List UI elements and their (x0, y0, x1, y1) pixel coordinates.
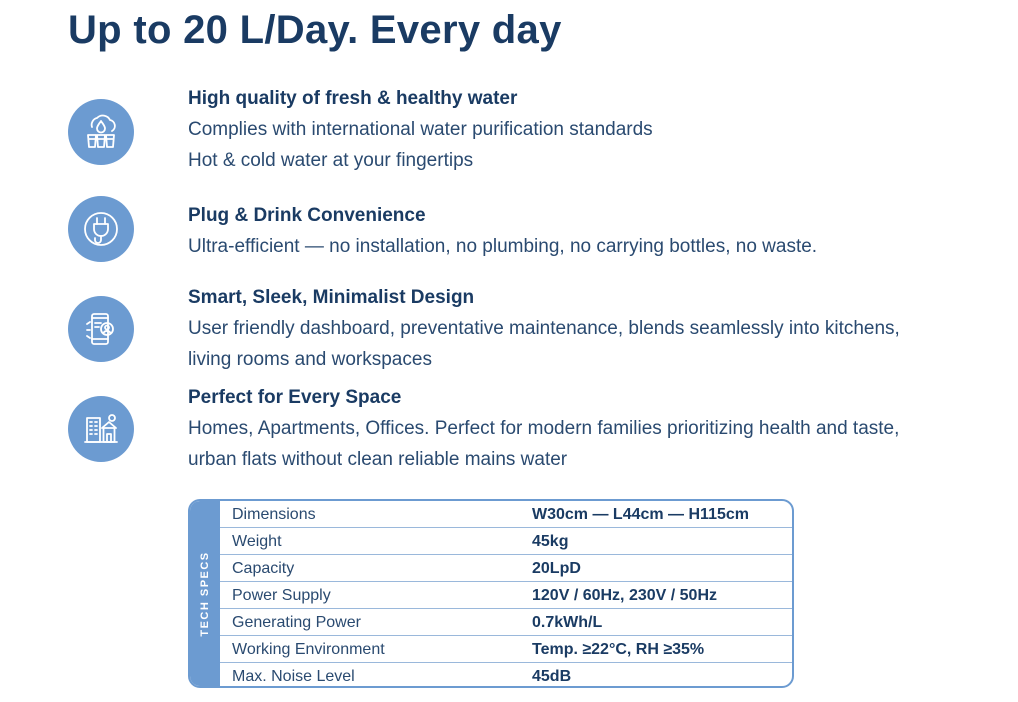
feature-title: Plug & Drink Convenience (188, 205, 426, 226)
spec-row-power-supply (220, 582, 792, 609)
feature-line: Complies with international water purification standards (188, 119, 653, 140)
spec-value: W30cm — L44cm — H115cm (532, 506, 749, 523)
spec-value: Temp. ≥22°C, RH ≥35% (532, 641, 705, 658)
feature-line: living rooms and workspaces (188, 349, 432, 370)
feature-title: Smart, Sleek, Minimalist Design (188, 287, 475, 308)
spec-row-generating-power (220, 609, 792, 636)
tech-specs-table (188, 499, 794, 688)
feature-title: High quality of fresh & healthy water (188, 88, 518, 109)
spec-label: Capacity (232, 560, 295, 577)
spec-label: Generating Power (232, 614, 361, 631)
spec-value: 20LpD (532, 560, 581, 577)
buildings-house-icon (68, 396, 134, 462)
feature-line: urban flats without clean reliable mains water (188, 449, 568, 470)
spec-label: Max. Noise Level (232, 668, 355, 685)
spec-label: Weight (232, 533, 282, 550)
feature-title: Perfect for Every Space (188, 387, 402, 408)
spec-row-working-environment (220, 636, 792, 663)
spec-row-noise-level (220, 663, 792, 688)
spec-value: 45dB (532, 668, 572, 685)
page-title: Up to 20 L/Day. Every day (68, 8, 562, 52)
water-drops-glasses-icon (68, 99, 134, 165)
smartphone-dashboard-icon (68, 296, 134, 362)
spec-label: Dimensions (232, 506, 316, 523)
spec-row-weight (220, 528, 792, 555)
spec-label: Working Environment (232, 641, 385, 658)
feature-line: Hot & cold water at your fingertips (188, 150, 474, 171)
spec-row-dimensions (220, 501, 792, 528)
tech-specs-label: TECH SPECS (199, 550, 211, 637)
feature-line: Ultra-efficient — no installation, no plumbing, no carrying bottles, no waste. (188, 236, 818, 257)
tech-specs-tab (190, 501, 220, 686)
spec-value: 120V / 60Hz, 230V / 50Hz (532, 587, 717, 604)
feature-line: Homes, Apartments, Offices. Perfect for modern families prioritizing health and taste, (188, 418, 900, 439)
spec-value: 45kg (532, 533, 569, 550)
spec-value: 0.7kWh/L (532, 614, 603, 631)
plug-icon (68, 196, 134, 262)
spec-label: Power Supply (232, 587, 331, 604)
feature-line: User friendly dashboard, preventative maintenance, blends seamlessly into kitchens, (188, 318, 900, 339)
spec-row-capacity (220, 555, 792, 582)
